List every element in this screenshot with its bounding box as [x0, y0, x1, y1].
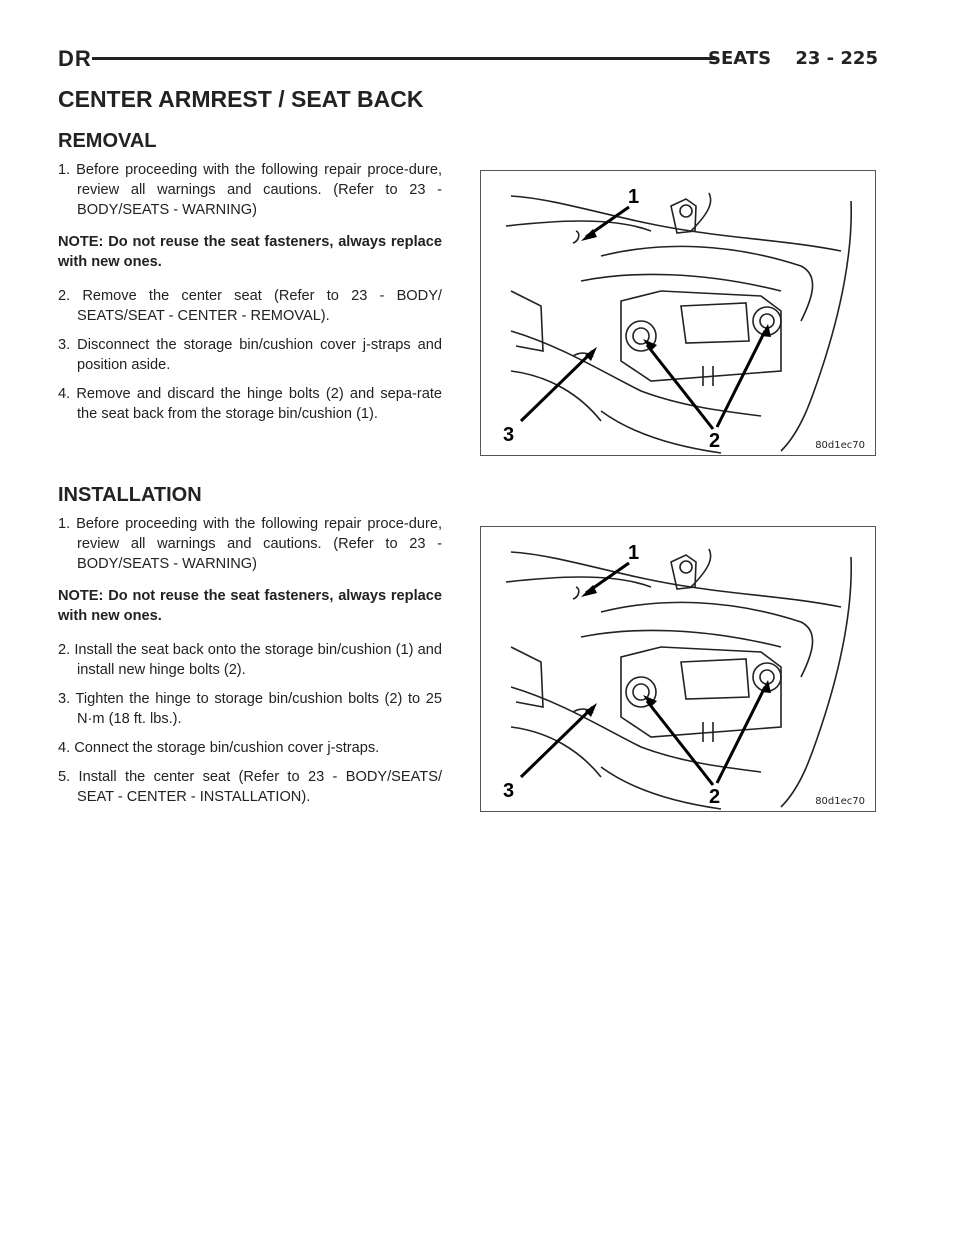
- figure-code: 80d1ec70: [815, 796, 865, 807]
- page-title: CENTER ARMREST / SEAT BACK: [58, 86, 424, 112]
- installation-note: NOTE: Do not reuse the seat fasteners, always replace with new ones.: [58, 588, 442, 624]
- installation-figure: [480, 526, 876, 812]
- removal-step-1: 1. Before proceeding with the following repair proce-dure, review all warnings and cautions. (Refer to 23 - BODY/SEATS - WARNING): [58, 162, 442, 218]
- hinge-illustration: [481, 171, 875, 455]
- installation-step-2: 2. Install the seat back onto the storage bin/cushion (1) and install new hinge bolts (2).: [58, 642, 442, 678]
- figure-code: 80d1ec70: [815, 440, 865, 451]
- page-number: 23 - 225: [795, 48, 878, 69]
- hinge-illustration: [481, 527, 875, 811]
- section-name: SEATS: [708, 48, 772, 69]
- installation-step-5: 5. Install the center seat (Refer to 23 - BODY/SEATS/ SEAT - CENTER - INSTALLATION).: [58, 769, 442, 805]
- callout-1: 1: [628, 542, 640, 564]
- callout-3: 3: [503, 424, 515, 446]
- installation-heading: INSTALLATION: [58, 484, 202, 506]
- installation-step-1: 1. Before proceeding with the following repair proce-dure, review all warnings and cautions. (Refer to 23 - BODY/SEATS - WARNING): [58, 516, 442, 572]
- installation-steps: [58, 514, 442, 816]
- removal-step-3: 3. Disconnect the storage bin/cushion cover j-straps and position aside.: [58, 337, 442, 373]
- callout-3: 3: [503, 780, 515, 802]
- removal-figure: [480, 170, 876, 456]
- callout-2: 2: [709, 430, 721, 452]
- brand-code: DR: [58, 46, 92, 71]
- callout-1: 1: [628, 186, 640, 208]
- header-rule: [92, 57, 718, 60]
- removal-step-2: 2. Remove the center seat (Refer to 23 - BODY/ SEATS/SEAT - CENTER - REMOVAL).: [58, 288, 442, 324]
- removal-note: NOTE: Do not reuse the seat fasteners, always replace with new ones.: [58, 234, 442, 270]
- callout-2: 2: [709, 786, 721, 808]
- installation-step-4: 4. Connect the storage bin/cushion cover j-straps.: [58, 740, 380, 756]
- page-header: [58, 46, 878, 72]
- removal-steps: [58, 160, 442, 433]
- removal-heading: REMOVAL: [58, 130, 157, 152]
- installation-step-3: 3. Tighten the hinge to storage bin/cushion bolts (2) to 25 N·m (18 ft. lbs.).: [58, 691, 442, 727]
- header-right: [690, 48, 878, 69]
- removal-step-4: 4. Remove and discard the hinge bolts (2) and sepa-rate the seat back from the storage bin/cushion (1).: [58, 386, 442, 422]
